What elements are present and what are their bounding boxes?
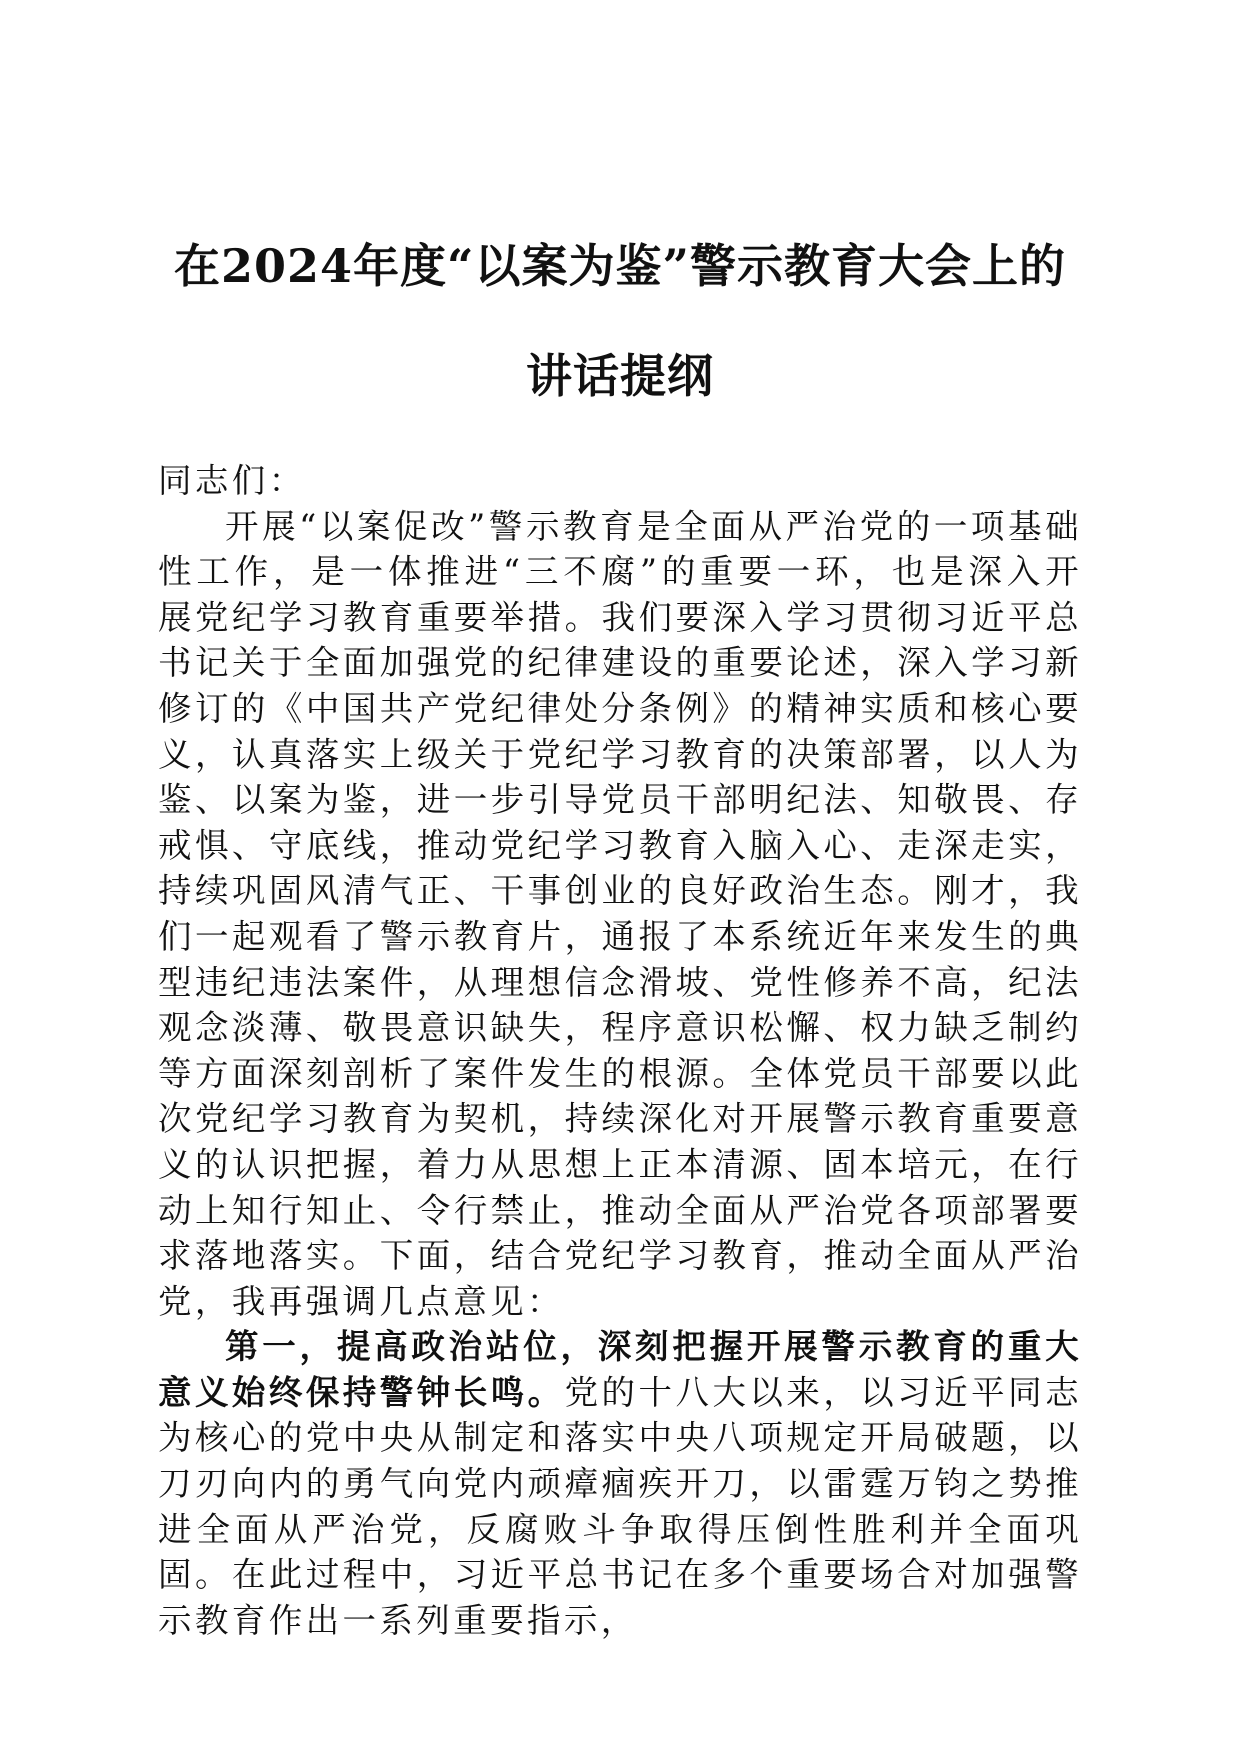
document-body <box>158 458 1082 1643</box>
paragraph-2 <box>158 1324 1082 1643</box>
document-title-line-2: 讲话提纲 <box>526 349 714 403</box>
salutation: 同志们： <box>158 461 306 500</box>
paragraph-2-heading: 第一，提高政治站位，深刻把握开展警示教育的重大意义始终保持警钟长鸣。 <box>158 1327 1082 1412</box>
paragraph-2-body: 党的十八大以来，以习近平同志为核心的党中央从制定和落实中央八项规定开局破题，以刀刃向内的勇气向党内顽瘴痼疾开刀，以雷霆万钧之势推进全面从严治党，反腐败斗争取得压倒性胜利并全面巩固。在此过程中，习近平总书记在多个重要场合对加强警示教育作出一系列重要指示， <box>158 1372 1082 1640</box>
document-title-line-1: 在2024年度“以案为鉴”警示教育大会上的 <box>174 239 1066 293</box>
paragraph-1: 开展“以案促改”警示教育是全面从严治党的一项基础性工作，是一体推进“三不腐”的重要一环，也是深入开展党纪学习教育重要举措。我们要深入学习贯彻习近平总书记关于全面加强党的纪律建设的重要论述，深入学习新修订的《中国共产党纪律处分条例》的精神实质和核心要义，认真落实上级关于党纪学习教育的决策部署，以人为鉴、以案为鉴，进一步引导党员干部明纪法、知敬畏、存戒惧、守底线，推动党纪学习教育入脑入心、走深走实，持续巩固风清气正、干事创业的良好政治生态。刚才，我们一起观看了警示教育片，通报了本系统近年来发生的典型违纪违法案件，从理想信念滑坡、党性修养不高，纪法观念淡薄、敬畏意识缺失，程序意识松懈、权力缺乏制约等方面深刻剖析了案件发生的根源。全体党员干部要以此次党纪学习教育为契机，持续深化对开展警示教育重要意义的认识把握，着力从思想上正本清源、固本培元，在行动上知行知止、令行禁止，推动全面从严治党各项部署要求落地落实。下面，结合党纪学习教育，推动全面从严治党，我再强调几点意见： <box>158 506 1082 1321</box>
